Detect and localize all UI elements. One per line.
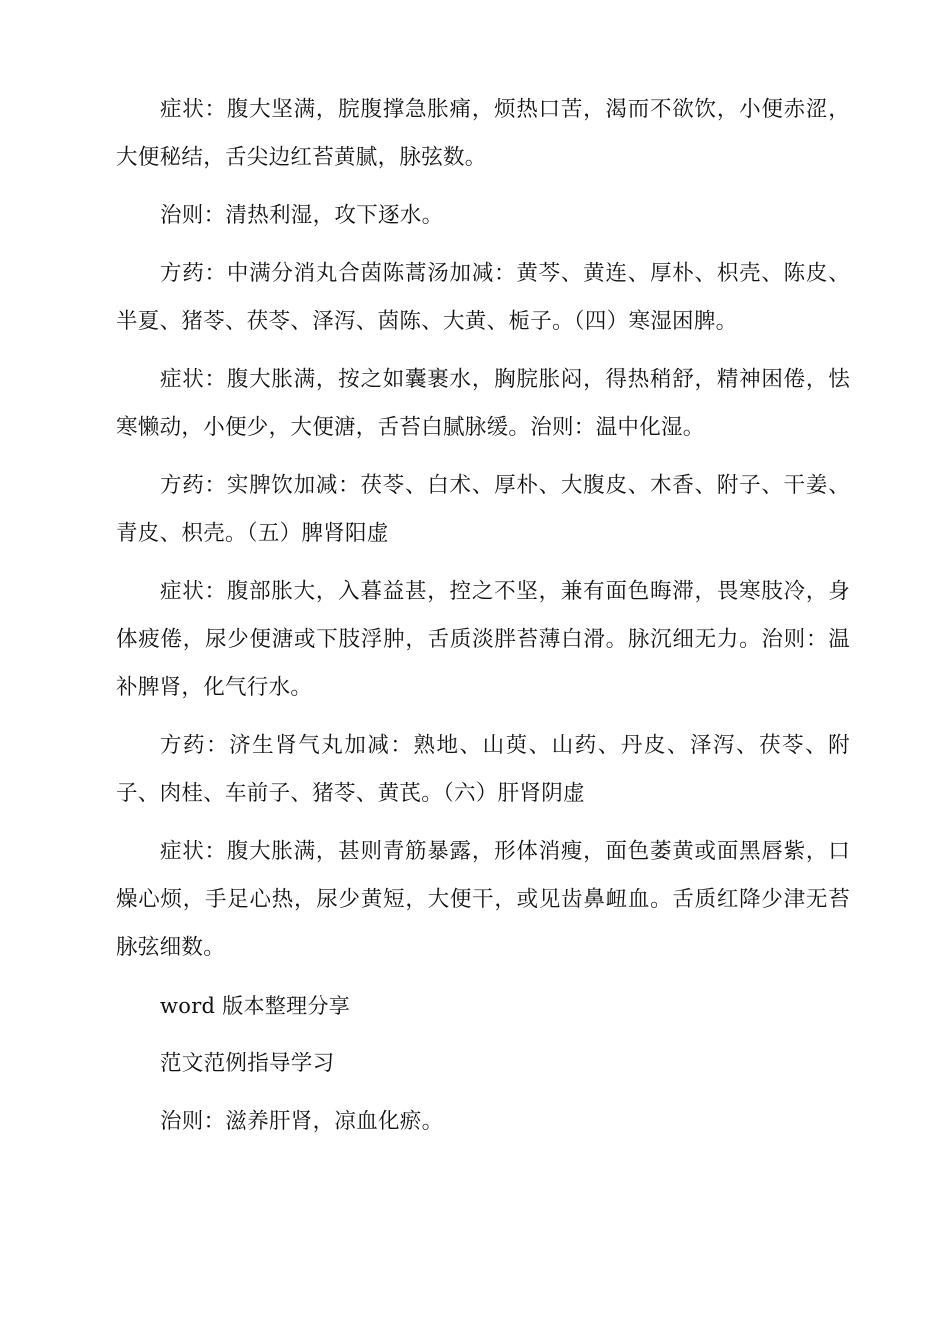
watermark-line-word-version: word 版本整理分享 — [160, 994, 351, 1018]
paragraph-symptoms-spleen-kidney-yang: 症状：腹部胀大，入暮益甚，控之不坚，兼有面色晦滞，畏寒肢冷，身体疲倦，尿少便溏或下肢浮肿，舌质淡胖苔薄白滑。脉沉细无力。治则：温补脾肾，化气行水。 — [116, 579, 850, 700]
paragraph-symptoms-liver-kidney-yin: 症状：腹大胀满，甚则青筋暴露，形体消瘦，面色萎黄或面黑唇紫，口燥心烦，手足心热，尿少黄短，大便干，或见齿鼻衄血。舌质红降少津无苔脉弦细数。 — [116, 839, 850, 960]
paragraph-prescription-damp-heat: 方药：中满分消丸合茵陈蒿汤加减：黄芩、黄连、厚朴、枳壳、陈皮、半夏、猪苓、茯苓、泽泻、茵陈、大黄、栀子。（四）寒湿困脾。 — [116, 261, 850, 334]
paragraph-treatment-damp-heat: 治则：清热利湿，攻下逐水。 — [160, 203, 444, 228]
watermark-line-guide: 范文范例指导学习 — [160, 1051, 335, 1076]
paragraph-treatment-liver-kidney-yin: 治则：滋养肝肾，凉血化瘀。 — [160, 1109, 444, 1134]
paragraph-prescription-cold-damp: 方药：实脾饮加减：茯苓、白术、厚朴、大腹皮、木香、附子、干姜、青皮、枳壳。（五）脾肾阳虚 — [116, 473, 850, 546]
document-body — [116, 86, 850, 1146]
paragraph-prescription-spleen-kidney-yang: 方药：济生肾气丸加减：熟地、山萸、山药、丹皮、泽泻、茯苓、附子、肉桂、车前子、猪苓、黄芪。（六）肝肾阴虚 — [116, 733, 850, 806]
paragraph-symptoms-cold-damp: 症状：腹大胀满，按之如囊裹水，胸脘胀闷，得热稍舒，精神困倦，怯寒懒动，小便少，大便溏，舌苔白腻脉缓。治则：温中化湿。 — [116, 367, 850, 440]
paragraph-symptoms-damp-heat: 症状：腹大坚满，脘腹撑急胀痛，烦热口苦，渴而不欲饮，小便赤涩，大便秘结，舌尖边红苔黄腻，脉弦数。 — [116, 97, 850, 170]
